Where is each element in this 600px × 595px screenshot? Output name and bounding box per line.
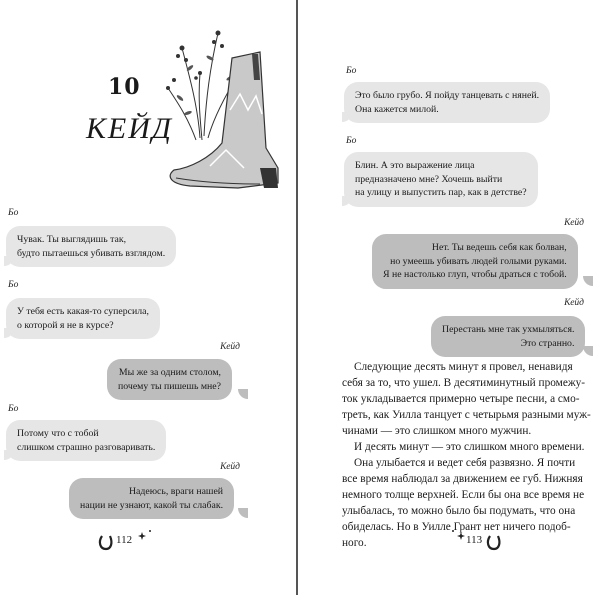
message-line: Надеюсь, враги нашей xyxy=(128,486,224,497)
message-line: Потому что с тобой xyxy=(17,428,99,439)
prose-line: улыбалась, то можно было бы подумать, что она xyxy=(342,505,576,517)
message-line: о которой я не в курсе? xyxy=(17,319,114,331)
chapter-number: 10 xyxy=(108,74,141,100)
message-line: Это было грубо. Я пойду танцевать с няней. xyxy=(355,90,540,101)
prose-line: И десять минут — это слишком много времени. xyxy=(354,441,585,453)
message-sender: Бо xyxy=(346,136,357,146)
message-bubble-incoming xyxy=(6,226,176,267)
message-line: предназначено мне? Хочешь выйти xyxy=(355,173,503,185)
prose-line: все время наблюдал за движением ее губ. Нижняя xyxy=(342,473,583,485)
message-sender: Бо xyxy=(8,404,19,414)
message-line: Блин. А это выражение лица xyxy=(355,160,475,171)
message-line: Я не настолько глуп, чтобы драться с тобой. xyxy=(383,269,567,281)
message-line: Перестань мне так ухмыляться. xyxy=(442,324,575,335)
body-text xyxy=(342,359,598,551)
message-bubble-incoming xyxy=(344,152,538,207)
prose-line: Следующие десять минут я провел, ненавидя xyxy=(354,361,573,373)
prose-line: Она улыбается и ведет себя развязно. Я почти xyxy=(354,457,576,469)
message-sender: Бо xyxy=(346,66,357,76)
message-sender: Кейд xyxy=(220,462,240,472)
bubble-tail xyxy=(238,389,248,399)
prose-line: немного толще верхней. Если бы она все время не xyxy=(342,489,585,501)
left-page xyxy=(0,0,296,595)
message-sender: Кейд xyxy=(564,298,584,308)
message-sender: Кейд xyxy=(220,342,240,352)
message-line: Чувак. Ты выглядишь так, xyxy=(17,234,127,245)
message-sender: Бо xyxy=(8,208,19,218)
message-line: Она кажется милой. xyxy=(355,103,439,115)
message-line: У тебя есть какая-то суперсила, xyxy=(17,306,149,317)
message-bubble-outgoing xyxy=(69,478,234,519)
message-line: будто пытаешься убивать взглядом. xyxy=(17,247,166,259)
message-line: Нет. Ты ведешь себя как болван, xyxy=(431,242,567,253)
message-bubble-outgoing xyxy=(107,359,232,400)
prose-line: ного. xyxy=(342,537,367,549)
bubble-tail xyxy=(583,276,593,286)
message-line: Мы же за одним столом, xyxy=(118,367,222,378)
message-sender: Бо xyxy=(8,280,19,290)
message-line: почему ты пишешь мне? xyxy=(118,380,222,392)
bubble-tail xyxy=(238,508,248,518)
message-line: нации не узнают, какой ты слабак. xyxy=(80,499,224,511)
message-bubble-incoming xyxy=(344,82,550,123)
message-line: на улицу и выпустить пар, как в детстве? xyxy=(355,187,527,199)
bubble-tail xyxy=(583,346,593,356)
message-sender: Кейд xyxy=(564,218,584,228)
message-bubble-incoming xyxy=(6,298,160,339)
message-bubble-incoming xyxy=(6,420,166,461)
sparkle-icon xyxy=(136,528,154,542)
prose-line: ток укладывается примерно четыре песни, а смо- xyxy=(342,393,580,405)
prose-line: себя за то, что ушел. В десятиминутный промежу- xyxy=(342,377,586,389)
prose-line: треть, как Уилла танцует с четырьмя разными муж- xyxy=(342,409,591,421)
cowboy-boot-illustration xyxy=(160,18,280,198)
message-bubble-outgoing xyxy=(431,316,585,357)
prose-line: обиделась. Но в Уилле Грант нет ничего подоб- xyxy=(342,521,571,533)
page-number: 113 xyxy=(466,534,483,546)
message-line: Это странно. xyxy=(520,337,575,349)
page-number: 112 xyxy=(116,534,133,546)
message-bubble-outgoing xyxy=(372,234,578,289)
chapter-title: КЕЙД xyxy=(86,112,173,145)
message-line: но умеешь убивать людей голыми руками. xyxy=(390,255,567,267)
message-line: слишком страшно разговаривать. xyxy=(17,441,156,453)
prose-line: чинами — это слишком много мужчин. xyxy=(342,425,532,437)
